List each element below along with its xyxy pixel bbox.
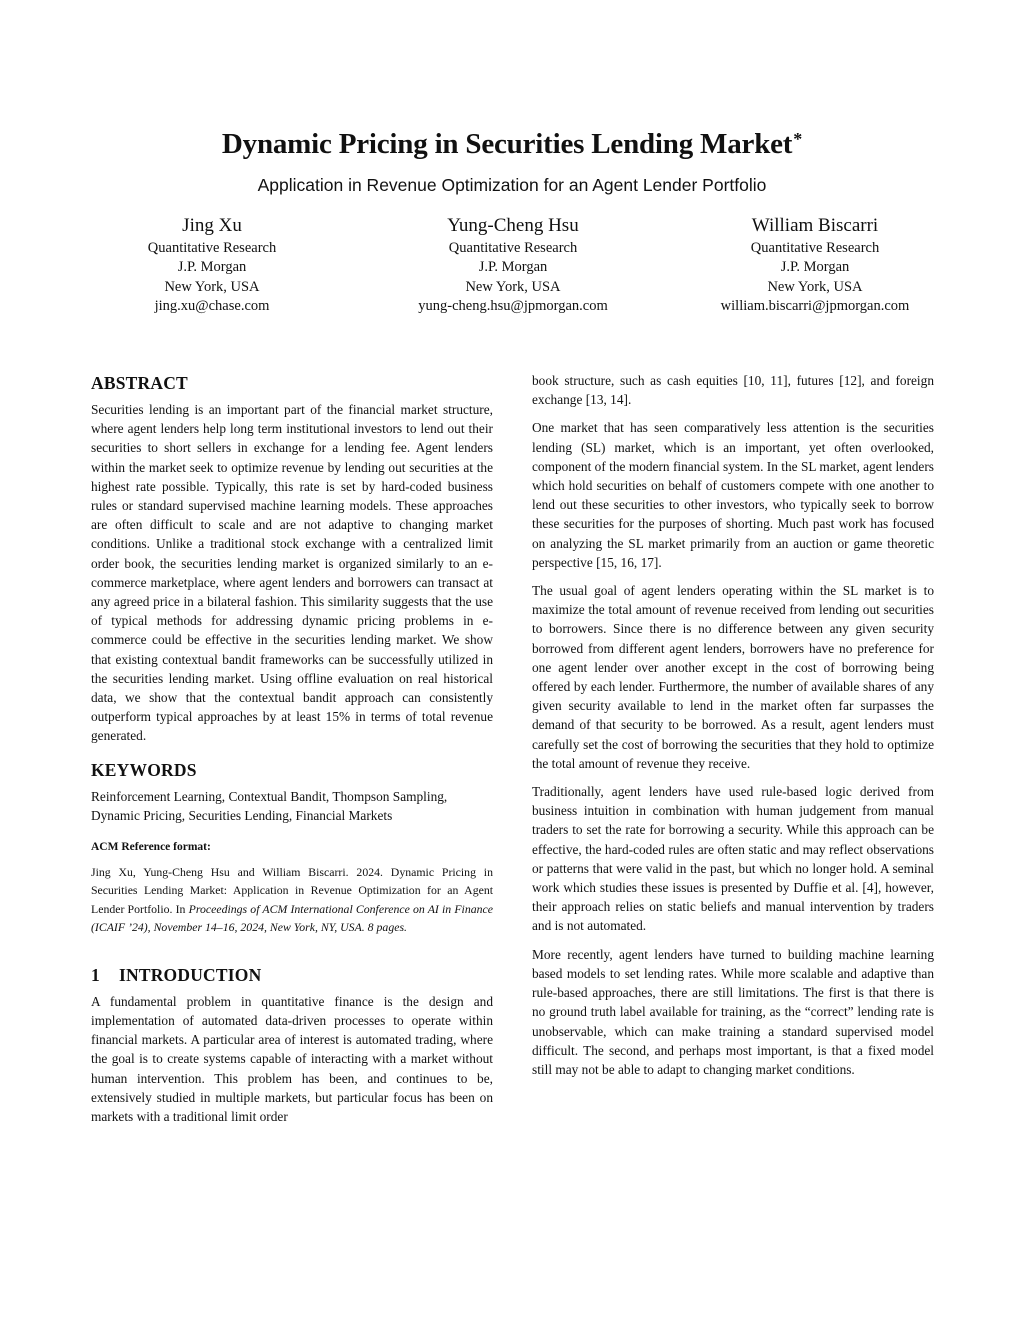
- author-dept: Quantitative Research: [147, 240, 277, 256]
- body-paragraph: book structure, such as cash equities [10, 11], futures [12], and foreign exchange [13, 14].: [532, 373, 934, 408]
- title-text: Dynamic Pricing in Securities Lending Market: [221, 128, 793, 160]
- author-location: New York, USA: [767, 278, 863, 295]
- left-column: [91, 371, 493, 1135]
- intro-paragraph: A fundamental problem in quantitative finance is the design and implementation of automated data-driven processes to operate within financial markets. A particular area of interest is automated trading, where the goal is to create systems capable of interacting with a market without human intervention. This problem has been, and continues to be, extensively studied in multiple markets, but particular focus has been on markets with a traditional limit order: [91, 993, 493, 1124]
- acm-reference-heading: ACM Reference format:: [91, 841, 211, 854]
- author-org: J.P. Morgan: [177, 259, 247, 276]
- paper-subtitle: Application in Revenue Optimization for an Agent Lender Portfolio: [257, 175, 767, 195]
- section-number: 1: [91, 964, 100, 985]
- keywords-text: Reinforcement Learning, Contextual Bandit, Thompson Sampling, Dynamic Pricing, Securities Lending, Financial Markets: [91, 788, 448, 823]
- introduction-heading: [91, 963, 493, 987]
- right-column: [532, 371, 934, 1088]
- body-paragraph: One market that has seen comparatively less attention is the securities lending (SL) market, which is an important, yet often overlooked, component of the modern financial system. In the SL market, agent lenders which hold securities on behalf of customers compete with one another to lend out these securities to other investors, who typically seek to borrow these securities for the purposes of shorting. Much past work has focused on analyzing the SL market primarily from an auction or game theoretic perspective [15, 16, 17].: [532, 420, 934, 570]
- author-block: [383, 214, 643, 316]
- author-name: Jing Xu: [182, 215, 242, 236]
- author-email: william.biscarri@jpmorgan.com: [720, 297, 910, 314]
- author-location: New York, USA: [465, 278, 561, 295]
- paper-title: [0, 128, 1024, 161]
- keywords-heading: KEYWORDS: [91, 759, 197, 780]
- author-block: [685, 214, 945, 316]
- author-location: New York, USA: [164, 278, 260, 295]
- author-org: J.P. Morgan: [478, 259, 548, 276]
- author-email: jing.xu@chase.com: [154, 297, 270, 314]
- body-paragraph: Traditionally, agent lenders have used rule-based logic derived from business intuition in combination with human judgement from manual traders to set the rate for borrowing a security. While this approach can be effective, the hard-coded rules are often static and may reflect observations or patterns that were valid in the past, but which no longer hold. A seminal work which studies these issues is presented by Duffie et al. [4], however, their approach relies on static beliefs and manual intervention by traders and is not automated.: [532, 784, 934, 934]
- author-dept: Quantitative Research: [750, 240, 880, 256]
- author-org: J.P. Morgan: [780, 259, 850, 276]
- abstract-heading: ABSTRACT: [91, 373, 188, 393]
- abstract-text: Securities lending is an important part of the financial market structure, where agent lenders help long term institutional investors to lend out their securities to short sellers in exchange for a lending fee. Agent lenders within the market seek to optimize revenue by lending out securities at the highest rate possible. Typically, this rate is set by hard-coded business rules or standard supervised machine learning models. These approaches are often difficult to scale and are not adaptive to changing market conditions. Unlike a traditional stock exchange with a centralized limit order book, the securities lending market is organized similarly to an e-commerce marketplace, where agent lenders and borrowers can transact at any agreed price in a bilateral fashion. This similarity suggests that the use of typical methods for addressing dynamic pricing problems in e-commerce could be effective in the securities lending market. We show that existing contextual bandit frameworks can be successfully utilized in the securities lending market. Using offline evaluation on real historical data, we show that the contextual bandit approach can consistently outperform typical approaches by at least 15% in terms of total revenue generated.: [91, 402, 493, 744]
- section-title: INTRODUCTION: [119, 964, 262, 985]
- title-footnote-mark: *: [793, 129, 803, 149]
- acm-reference-italic: Proceedings of ACM International Conference on AI in Finance (ICAIF ’24), November 14–16, 2024, New York, NY, USA. 8 pages.: [91, 901, 493, 935]
- body-paragraph: The usual goal of agent lenders operating within the SL market is to maximize the total amount of revenue received from lending out securities to borrowers. Since there is no difference between any given security borrowed from different agent lenders, borrowers have no preference for one agent lender over another except in the cost of borrowing being offered by each lender. Furthermore, the number of available shares of any given security available to lend in the market often far surpasses the demand of that security to be borrowed. As a result, agent lenders must carefully set the cost of borrowing the securities that they hold to optimize the total amount of revenue they receive.: [532, 583, 934, 771]
- acm-reference-plain: Jing Xu, Yung-Cheng Hsu and William Biscarri. 2024. Dynamic Pricing in Securities Lending Market: Application in Revenue Optimization for an Agent Lender Portfolio. In: [91, 865, 493, 916]
- author-name: William Biscarri: [751, 215, 879, 236]
- acm-reference-text: [91, 863, 493, 937]
- body-paragraph: More recently, agent lenders have turned to building machine learning based models to set lending rates. While more scalable and adaptive than rule-based approaches, there are still limitations. The first is that there is no ground truth label available for training, as the “correct” lending rate is unobservable, which can make training a standard supervised model difficult. The second, and perhaps most important, is that a fixed model still may not be able to adapt to changing market conditions.: [532, 946, 934, 1077]
- author-email: yung-cheng.hsu@jpmorgan.com: [418, 297, 608, 314]
- author-name: Yung-Cheng Hsu: [447, 215, 579, 236]
- author-block: [92, 214, 332, 316]
- author-dept: Quantitative Research: [448, 240, 578, 256]
